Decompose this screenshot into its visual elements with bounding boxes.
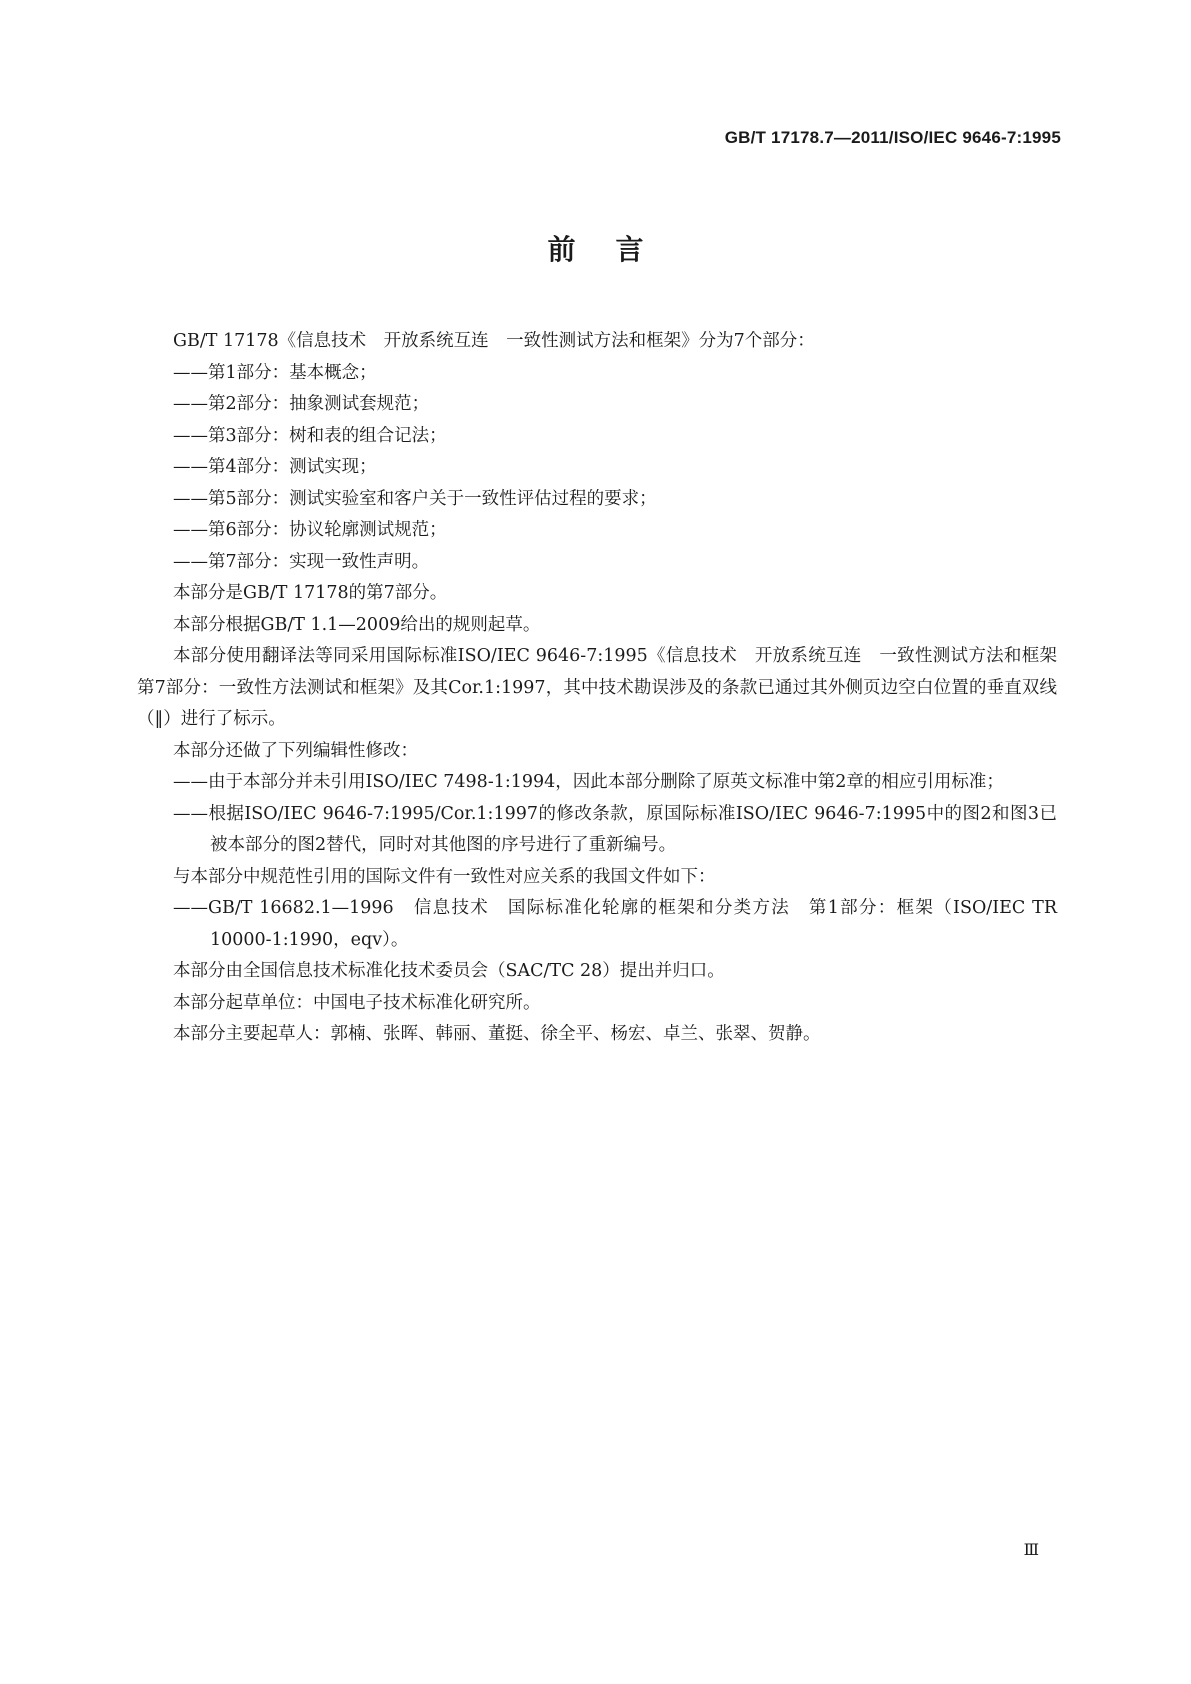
page-number: Ⅲ [1023, 1540, 1039, 1559]
preface-body [137, 326, 1075, 1051]
drafters-paragraph: 本部分主要起草人：郭楠、张晖、韩丽、董挺、徐全平、杨宏、卓兰、张翠、贺静。 [173, 1024, 821, 1044]
part-list-item: ——第7部分：实现一致性声明。 [173, 551, 430, 572]
part-list-item: ——第1部分：基本概念； [173, 362, 377, 383]
editorial-intro-paragraph: 本部分还做了下列编辑性修改： [173, 740, 418, 761]
drafting-rule-paragraph: 本部分根据GB/T 1.1—2009给出的规则起草。 [173, 614, 541, 635]
standard-code: GB/T 17178.7—2011/ISO/IEC 9646-7:1995 [724, 128, 1061, 147]
editorial-list-item: ——根据ISO/IEC 9646-7:1995/Cor.1:1997的修改条款，原国际标准ISO/IEC 9646-7:1995中的图2和图3已被本部分的图2替代，同时对其他图的序号进行了重新编号。 [173, 803, 1057, 855]
correspondence-intro-paragraph: 与本部分中规范性引用的国际文件有一致性对应关系的我国文件如下： [173, 866, 716, 887]
page-title: 前言 [547, 233, 684, 266]
proposer-paragraph: 本部分由全国信息技术标准化技术委员会（SAC/TC 28）提出并归口。 [173, 961, 725, 981]
editorial-list-item: ——由于本部分并未引用ISO/IEC 7498-1:1994，因此本部分删除了原英文标准中第2章的相应引用标准； [173, 772, 1004, 792]
this-part-paragraph: 本部分是GB/T 17178的第7部分。 [173, 583, 448, 603]
intro-paragraph: GB/T 17178《信息技术 开放系统互连 一致性测试方法和框架》分为7个部分： [173, 331, 815, 351]
part-list-item: ——第6部分：协议轮廓测试规范； [173, 520, 447, 540]
translation-paragraph: 本部分使用翻译法等同采用国际标准ISO/IEC 9646-7:1995《信息技术 开放系统互连 一致性测试方法和框架 第7部分：一致性方法测试和框架》及其Cor.1:1997，其中技术勘误涉及的条款已通过其外侧页边空白位置的垂直双线（‖）进行了标示。 [137, 646, 1075, 729]
part-list-item: ——第5部分：测试实验室和客户关于一致性评估过程的要求； [173, 488, 657, 509]
correspondence-list-item: ——GB/T 16682.1—1996 信息技术 国际标准化轮廓的框架和分类方法 第1部分：框架（ISO/IEC TR 10000-1:1990，eqv）。 [173, 898, 1057, 950]
drafting-unit-paragraph: 本部分起草单位：中国电子技术标准化研究所。 [173, 992, 541, 1013]
part-list-item: ——第3部分：树和表的组合记法； [173, 425, 447, 446]
part-list-item: ——第4部分：测试实现； [173, 457, 377, 477]
part-list-item: ——第2部分：抽象测试套规范； [173, 394, 430, 414]
